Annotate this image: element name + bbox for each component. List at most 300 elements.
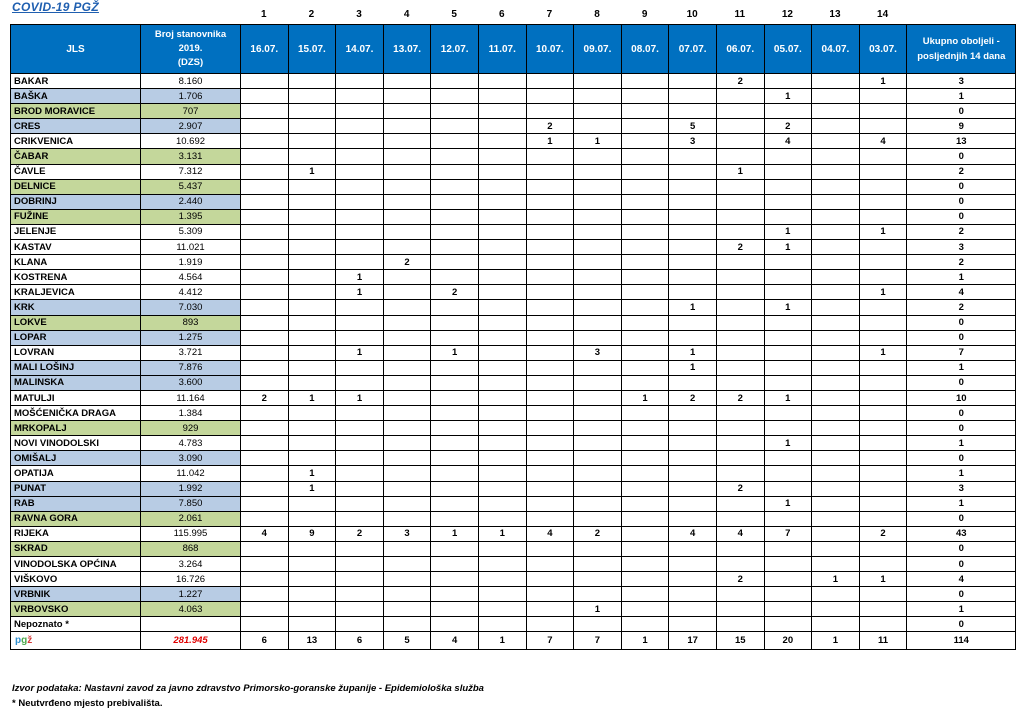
case-cell: [431, 406, 479, 421]
case-cell: 5: [669, 119, 717, 134]
case-cell: [288, 179, 336, 194]
case-cell: [716, 330, 764, 345]
case-cell: [288, 270, 336, 285]
case-cell: 2: [241, 390, 289, 405]
case-cell: [431, 270, 479, 285]
case-cell: [764, 421, 812, 436]
case-cell: [669, 617, 717, 632]
case-cell: [383, 496, 431, 511]
case-cell: [574, 451, 622, 466]
case-cell: [288, 436, 336, 451]
covid-cases-table: [10, 24, 1016, 650]
table-row: [11, 511, 1016, 526]
case-cell: [478, 421, 526, 436]
case-cell: [526, 496, 574, 511]
case-cell: [336, 300, 384, 315]
case-cell: [812, 617, 860, 632]
table-row: [11, 89, 1016, 104]
case-cell: [336, 481, 384, 496]
case-cell: [574, 119, 622, 134]
header-population-line: Broj stanovnika: [154, 29, 227, 40]
total-cell: 0: [907, 194, 1016, 209]
case-cell: [716, 436, 764, 451]
header-total: [907, 25, 1016, 74]
case-cell: [812, 496, 860, 511]
total-cell: 9: [907, 119, 1016, 134]
case-cell: 2: [716, 572, 764, 587]
case-cell: [859, 315, 907, 330]
case-cell: [478, 224, 526, 239]
municipality-name: PUNAT: [11, 481, 141, 496]
case-cell: [812, 179, 860, 194]
case-cell: [764, 602, 812, 617]
daily-total: 1: [478, 632, 526, 650]
population-cell: 7.876: [141, 360, 241, 375]
case-cell: 2: [574, 526, 622, 541]
municipality-name: OPATIJA: [11, 466, 141, 481]
case-cell: [812, 134, 860, 149]
case-cell: [669, 315, 717, 330]
population-cell: 16.726: [141, 572, 241, 587]
case-cell: [812, 436, 860, 451]
case-cell: [431, 330, 479, 345]
daily-total: 20: [764, 632, 812, 650]
column-number: 14: [877, 9, 889, 20]
header-total-line: posljednjih 14 dana: [917, 51, 1006, 62]
case-cell: [859, 466, 907, 481]
case-cell: [859, 149, 907, 164]
municipality-name: LOPAR: [11, 330, 141, 345]
case-cell: [526, 285, 574, 300]
case-cell: [478, 496, 526, 511]
case-cell: 1: [764, 390, 812, 405]
municipality-name: JELENJE: [11, 224, 141, 239]
case-cell: [478, 587, 526, 602]
case-cell: [669, 240, 717, 255]
case-cell: [716, 496, 764, 511]
case-cell: [383, 119, 431, 134]
case-cell: [478, 481, 526, 496]
case-cell: [288, 406, 336, 421]
case-cell: [383, 134, 431, 149]
case-cell: [336, 194, 384, 209]
case-cell: [336, 511, 384, 526]
case-cell: [574, 209, 622, 224]
table-row: [11, 315, 1016, 330]
case-cell: [383, 285, 431, 300]
case-cell: [288, 119, 336, 134]
case-cell: [241, 119, 289, 134]
case-cell: [574, 74, 622, 89]
total-cell: 1: [907, 89, 1016, 104]
daily-total: 11: [859, 632, 907, 650]
daily-total: 7: [574, 632, 622, 650]
case-cell: [431, 390, 479, 405]
case-cell: [764, 104, 812, 119]
case-cell: [336, 255, 384, 270]
case-cell: [336, 572, 384, 587]
total-cell: 2: [907, 164, 1016, 179]
case-cell: [812, 315, 860, 330]
case-cell: [526, 255, 574, 270]
case-cell: [716, 224, 764, 239]
column-number: 4: [403, 9, 410, 20]
case-cell: [288, 511, 336, 526]
case-cell: [859, 541, 907, 556]
municipality-name: RAB: [11, 496, 141, 511]
municipality-name: VRBNIK: [11, 587, 141, 602]
case-cell: [574, 496, 622, 511]
case-cell: [478, 104, 526, 119]
municipality-name: MOŠĆENIČKA DRAGA: [11, 406, 141, 421]
case-cell: [288, 194, 336, 209]
case-cell: [478, 330, 526, 345]
case-cell: 1: [764, 496, 812, 511]
population-cell: 2.907: [141, 119, 241, 134]
case-cell: [336, 315, 384, 330]
case-cell: [383, 164, 431, 179]
case-cell: [574, 557, 622, 572]
case-cell: [383, 375, 431, 390]
population-cell: 868: [141, 541, 241, 556]
case-cell: [241, 451, 289, 466]
case-cell: [574, 240, 622, 255]
case-cell: [716, 209, 764, 224]
summary-row: [11, 632, 1016, 650]
header-date: 04.07.: [812, 25, 860, 74]
population-cell: 929: [141, 421, 241, 436]
total-cell: 0: [907, 406, 1016, 421]
case-cell: [574, 587, 622, 602]
case-cell: [621, 466, 669, 481]
case-cell: [812, 330, 860, 345]
case-cell: [621, 421, 669, 436]
case-cell: [288, 451, 336, 466]
case-cell: [288, 285, 336, 300]
case-cell: [383, 315, 431, 330]
case-cell: [288, 240, 336, 255]
case-cell: [241, 345, 289, 360]
case-cell: [764, 330, 812, 345]
table-row: [11, 149, 1016, 164]
table-row: [11, 134, 1016, 149]
case-cell: [621, 541, 669, 556]
case-cell: [478, 149, 526, 164]
case-cell: [241, 300, 289, 315]
case-cell: 4: [716, 526, 764, 541]
case-cell: [764, 451, 812, 466]
case-cell: [336, 406, 384, 421]
case-cell: [669, 104, 717, 119]
case-cell: [478, 436, 526, 451]
population-cell: 1.275: [141, 330, 241, 345]
case-cell: [526, 572, 574, 587]
case-cell: [288, 557, 336, 572]
case-cell: [669, 496, 717, 511]
case-cell: [716, 134, 764, 149]
table-row: [11, 300, 1016, 315]
total-cell: 0: [907, 209, 1016, 224]
case-cell: [336, 164, 384, 179]
header-population: [141, 25, 241, 74]
case-cell: [241, 421, 289, 436]
table-row: [11, 179, 1016, 194]
case-cell: [478, 406, 526, 421]
case-cell: 3: [574, 345, 622, 360]
case-cell: [241, 89, 289, 104]
population-cell: 1.395: [141, 209, 241, 224]
case-cell: [526, 345, 574, 360]
population-cell: 11.164: [141, 390, 241, 405]
case-cell: [383, 451, 431, 466]
case-cell: [383, 330, 431, 345]
case-cell: [431, 541, 479, 556]
daily-total: 13: [288, 632, 336, 650]
footnote: * Neutvrđeno mjesto prebivališta.: [12, 698, 163, 709]
case-cell: [526, 194, 574, 209]
case-cell: [478, 300, 526, 315]
case-cell: [669, 164, 717, 179]
case-cell: [812, 511, 860, 526]
case-cell: [574, 300, 622, 315]
total-cell: 0: [907, 587, 1016, 602]
case-cell: [288, 209, 336, 224]
case-cell: 4: [241, 526, 289, 541]
case-cell: 2: [859, 526, 907, 541]
case-cell: [336, 587, 384, 602]
case-cell: [716, 541, 764, 556]
header-date: 06.07.: [716, 25, 764, 74]
total-cell: 1: [907, 360, 1016, 375]
table-row: [11, 466, 1016, 481]
case-cell: [478, 360, 526, 375]
case-cell: [859, 330, 907, 345]
case-cell: 2: [431, 285, 479, 300]
daily-total: 1: [812, 632, 860, 650]
case-cell: [336, 375, 384, 390]
case-cell: [241, 285, 289, 300]
case-cell: [336, 74, 384, 89]
case-cell: [574, 481, 622, 496]
case-cell: [621, 496, 669, 511]
case-cell: [859, 164, 907, 179]
case-cell: [764, 541, 812, 556]
case-cell: [812, 224, 860, 239]
population-cell: 8.160: [141, 74, 241, 89]
case-cell: [669, 421, 717, 436]
case-cell: [431, 572, 479, 587]
case-cell: 4: [526, 526, 574, 541]
case-cell: [431, 74, 479, 89]
case-cell: [716, 270, 764, 285]
case-cell: 1: [478, 526, 526, 541]
case-cell: [716, 119, 764, 134]
case-cell: [288, 315, 336, 330]
table-row: [11, 209, 1016, 224]
case-cell: [764, 164, 812, 179]
case-cell: [574, 149, 622, 164]
case-cell: [669, 587, 717, 602]
case-cell: 1: [621, 390, 669, 405]
case-cell: [241, 74, 289, 89]
total-cell: 2: [907, 300, 1016, 315]
total-cell: 1: [907, 270, 1016, 285]
population-cell: 11.042: [141, 466, 241, 481]
population-cell: 3.721: [141, 345, 241, 360]
case-cell: [288, 300, 336, 315]
case-cell: [859, 451, 907, 466]
case-cell: [241, 209, 289, 224]
case-cell: [621, 557, 669, 572]
population-cell: 2.440: [141, 194, 241, 209]
municipality-name: DOBRINJ: [11, 194, 141, 209]
case-cell: [621, 104, 669, 119]
case-cell: [336, 496, 384, 511]
header-population-line: (DZS): [177, 57, 204, 68]
case-cell: [526, 89, 574, 104]
case-cell: [716, 285, 764, 300]
header-total-line: Ukupno oboljeli -: [922, 36, 1000, 47]
case-cell: [431, 617, 479, 632]
case-cell: [574, 541, 622, 556]
case-cell: [669, 74, 717, 89]
case-cell: [812, 481, 860, 496]
population-cell: 5.309: [141, 224, 241, 239]
case-cell: [431, 255, 479, 270]
case-cell: [526, 179, 574, 194]
case-cell: [812, 104, 860, 119]
case-cell: [383, 511, 431, 526]
population-cell: [141, 617, 241, 632]
case-cell: [288, 360, 336, 375]
case-cell: [764, 375, 812, 390]
case-cell: [859, 511, 907, 526]
total-cell: 0: [907, 315, 1016, 330]
table-row: [11, 496, 1016, 511]
case-cell: [431, 496, 479, 511]
column-number: 1: [261, 9, 267, 20]
case-cell: 2: [716, 240, 764, 255]
case-cell: [669, 255, 717, 270]
case-cell: [431, 240, 479, 255]
total-cell: 1: [907, 436, 1016, 451]
case-cell: [526, 270, 574, 285]
case-cell: [859, 240, 907, 255]
case-cell: [621, 134, 669, 149]
case-cell: [241, 164, 289, 179]
case-cell: [526, 436, 574, 451]
case-cell: [574, 436, 622, 451]
case-cell: [621, 209, 669, 224]
total-cell: 0: [907, 511, 1016, 526]
population-cell: 1.227: [141, 587, 241, 602]
table-row: [11, 345, 1016, 360]
case-cell: [431, 421, 479, 436]
population-cell: 3.264: [141, 557, 241, 572]
case-cell: [478, 466, 526, 481]
case-cell: [669, 330, 717, 345]
case-cell: [241, 481, 289, 496]
table-row: [11, 270, 1016, 285]
case-cell: [478, 270, 526, 285]
case-cell: [526, 451, 574, 466]
case-cell: [812, 375, 860, 390]
case-cell: 1: [859, 572, 907, 587]
header-date: 10.07.: [526, 25, 574, 74]
municipality-name: KASTAV: [11, 240, 141, 255]
case-cell: [859, 255, 907, 270]
case-cell: [764, 466, 812, 481]
population-cell: 1.919: [141, 255, 241, 270]
case-cell: [574, 270, 622, 285]
case-cell: 1: [336, 285, 384, 300]
population-cell: 707: [141, 104, 241, 119]
population-cell: 115.995: [141, 526, 241, 541]
case-cell: [574, 315, 622, 330]
case-cell: [621, 572, 669, 587]
case-cell: [241, 466, 289, 481]
source-note: Izvor podataka: Nastavni zavod za javno zdravstvo Primorsko-goranske županije - Epidemiološka služba: [12, 683, 484, 694]
municipality-name: MALINSKA: [11, 375, 141, 390]
total-cell: 3: [907, 74, 1016, 89]
total-cell: 0: [907, 421, 1016, 436]
case-cell: [574, 164, 622, 179]
case-cell: [859, 390, 907, 405]
case-cell: [288, 104, 336, 119]
table-row: [11, 194, 1016, 209]
case-cell: [812, 194, 860, 209]
case-cell: [859, 602, 907, 617]
total-cell: 4: [907, 572, 1016, 587]
case-cell: [336, 104, 384, 119]
total-cell: 2: [907, 255, 1016, 270]
column-number: 2: [308, 9, 315, 20]
case-cell: [241, 511, 289, 526]
column-number: 9: [641, 9, 648, 20]
case-cell: [812, 119, 860, 134]
case-cell: [621, 315, 669, 330]
daily-total: 15: [716, 632, 764, 650]
case-cell: [431, 602, 479, 617]
case-cell: [716, 194, 764, 209]
daily-total: 5: [383, 632, 431, 650]
case-cell: [574, 617, 622, 632]
case-cell: [478, 617, 526, 632]
case-cell: [859, 209, 907, 224]
case-cell: [383, 572, 431, 587]
case-cell: [812, 164, 860, 179]
case-cell: 1: [288, 481, 336, 496]
population-cell: 1.384: [141, 406, 241, 421]
case-cell: [669, 375, 717, 390]
population-cell: 4.783: [141, 436, 241, 451]
total-cell: 0: [907, 104, 1016, 119]
case-cell: [764, 74, 812, 89]
case-cell: [431, 164, 479, 179]
case-cell: 1: [669, 300, 717, 315]
total-cell: 1: [907, 602, 1016, 617]
case-cell: [431, 481, 479, 496]
case-cell: [478, 541, 526, 556]
case-cell: 2: [716, 390, 764, 405]
population-cell: 10.692: [141, 134, 241, 149]
case-cell: [859, 179, 907, 194]
header-date: 16.07.: [241, 25, 289, 74]
total-cell: 10: [907, 390, 1016, 405]
table-row: [11, 390, 1016, 405]
case-cell: [526, 375, 574, 390]
case-cell: [336, 421, 384, 436]
